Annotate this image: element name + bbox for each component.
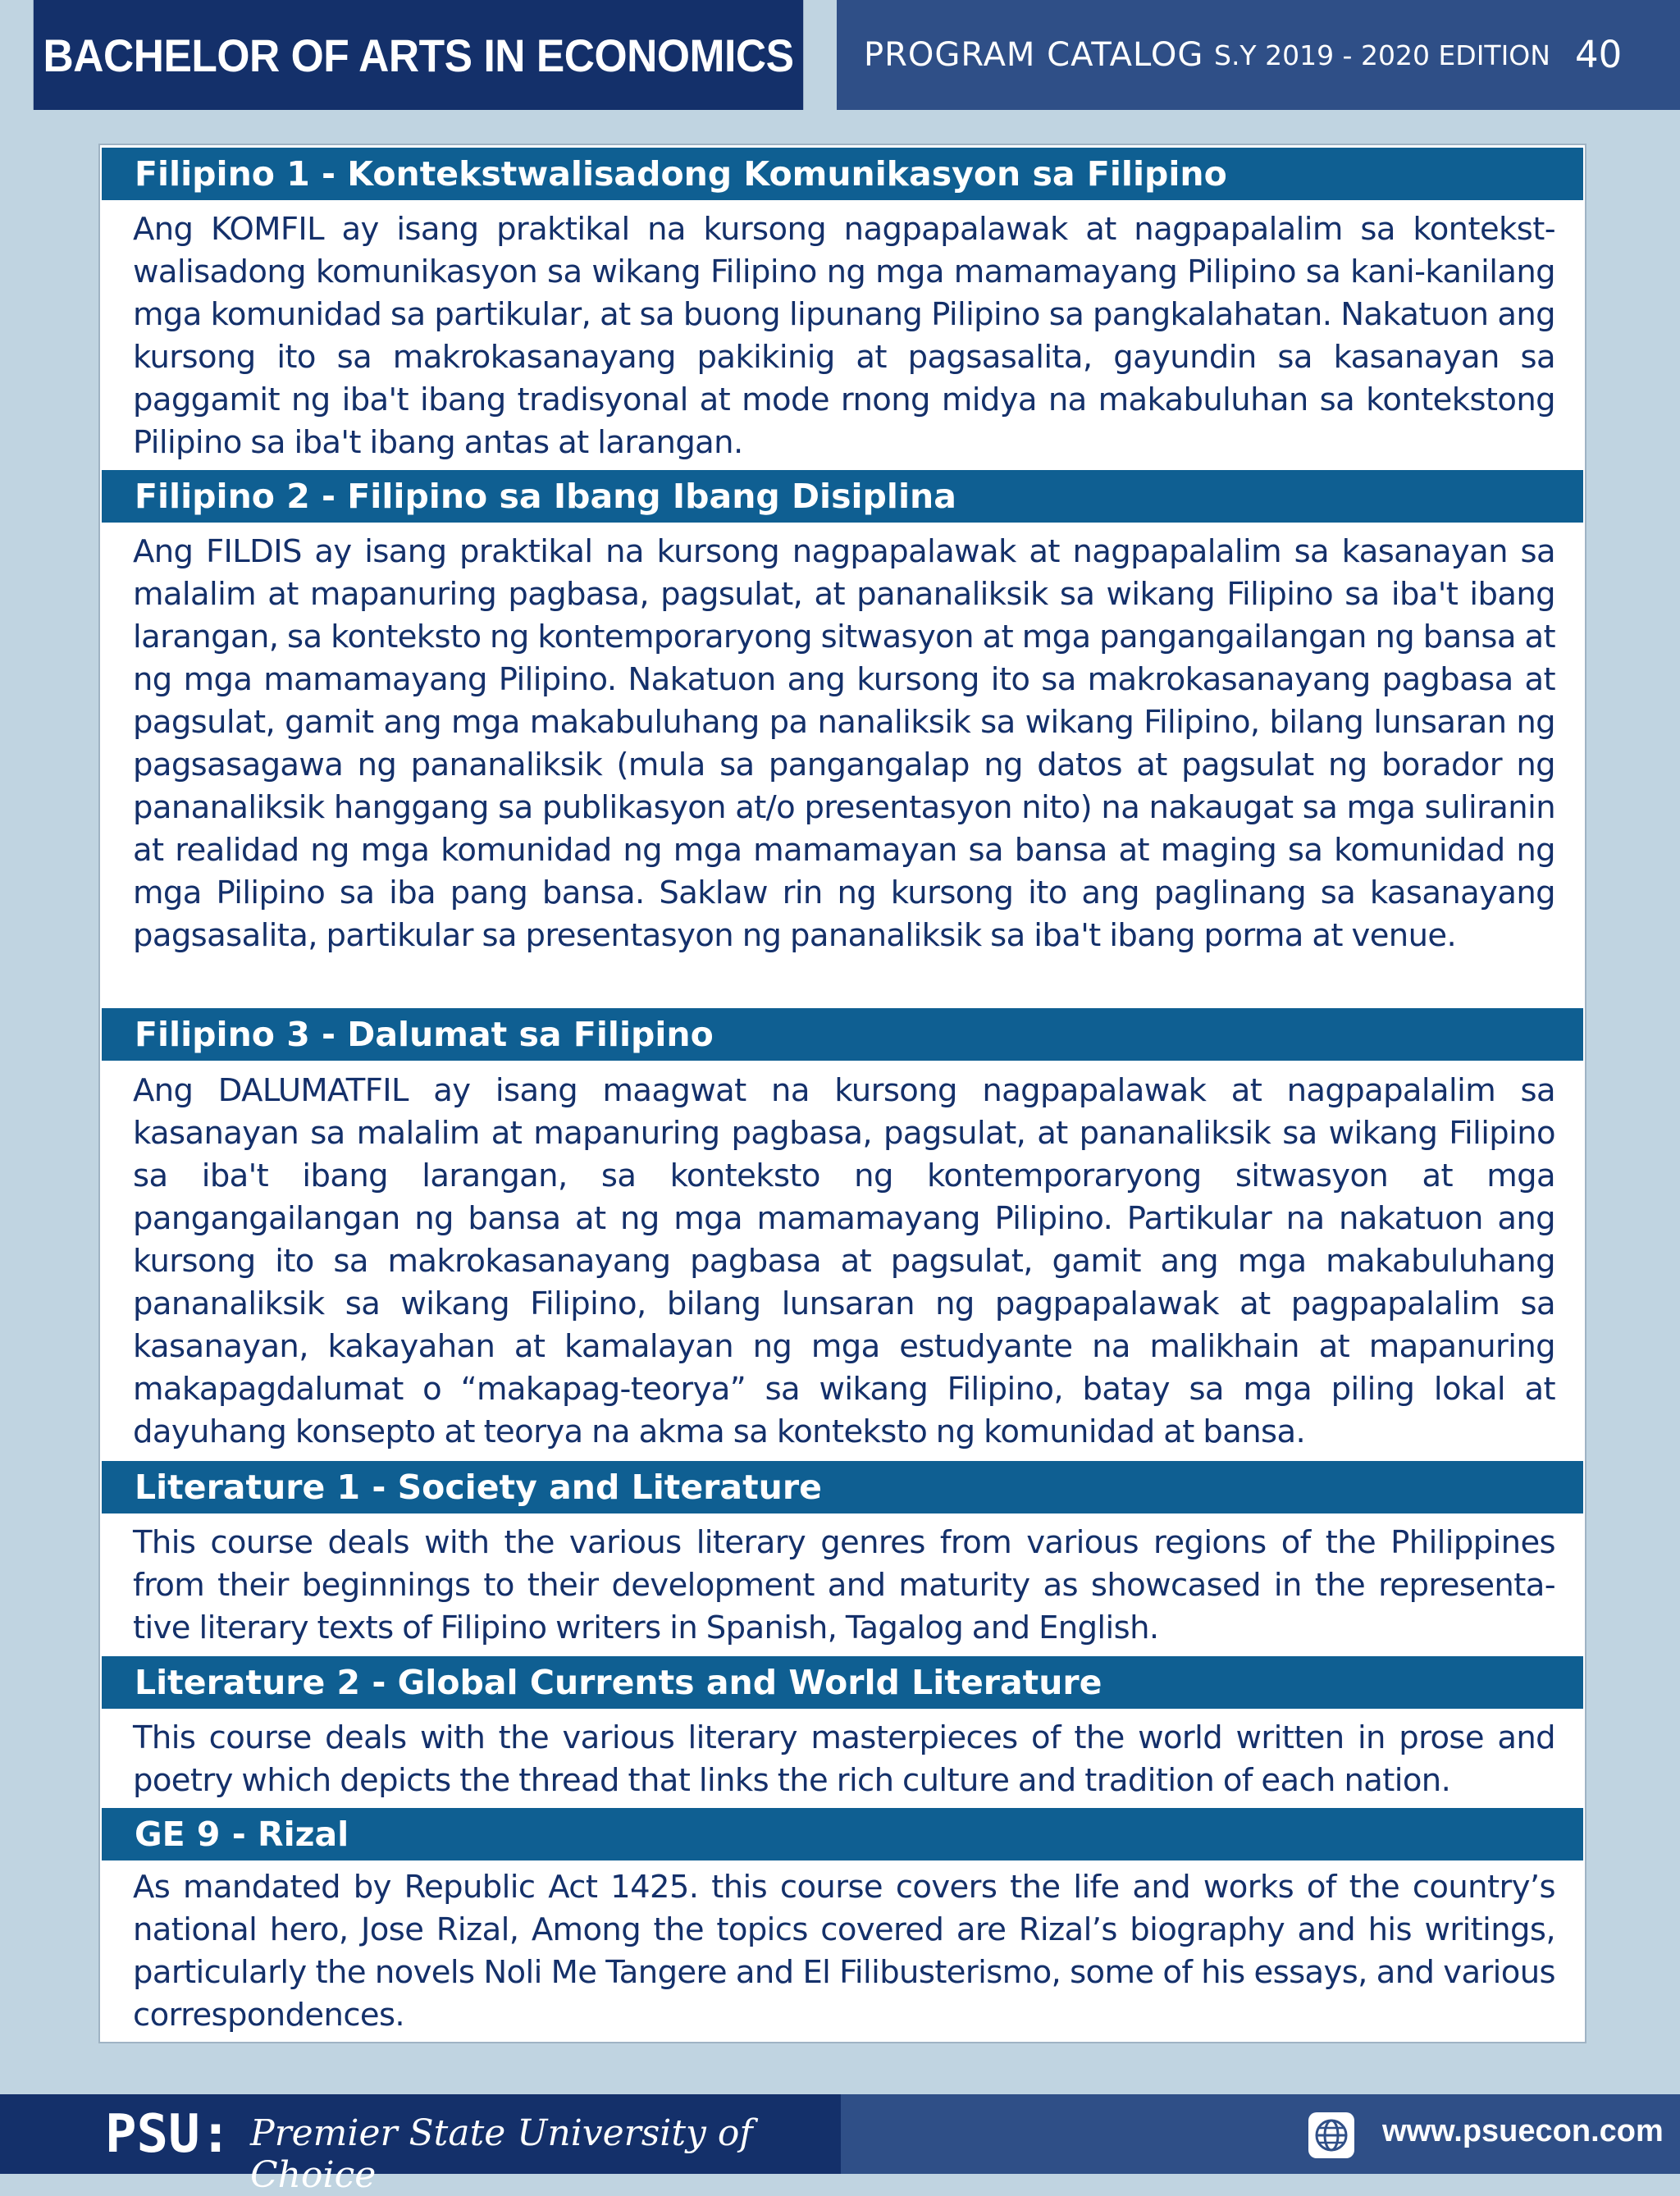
page-footer bbox=[0, 2094, 1680, 2196]
course-description: Ang DALUMATFIL ay isang maagwat na kursong nagpapalawak at nagpapalalim sa kasanayan sa malalim at mapanuring pagbasa, pagsulat, at pananaliksik sa wikang Filipino sa iba't ibang larangan, sa konteksto ng kontemporaryong sitwasyon at mga pangangailangan ng bansa at ng mga mamamayang Pilipino. Partikular na nakatuon ang kursong ito sa makrokasanayang pagbasa at pagsulat, gamit ang mga makabuluhang pananaliksik sa wikang Filipino, bilang lunsaran ng pagpapalawak at pagpapalalim sa kasanayan, kakayahan at kamalayan ng mga estudyante na malikhain at mapanuring makapagdalumat o “makapag-teorya” sa wikang Filipino, batay sa mga piling lokal at dayuhang konsepto at teorya na akma sa konteksto ng komunidad at bansa. bbox=[133, 1072, 1555, 1450]
course-description: As mandated by Republic Act 1425. this course covers the life and works of the country’s national hero, Jose Rizal, Among the topics covered are Rizal’s biography and his writings, particularly the novels Noli Me Tangere and El Filibusterismo, some of his essays, and various correspondences. bbox=[133, 1869, 1555, 2034]
course-title: Literature 2 - Global Currents and World Literature bbox=[102, 1656, 1583, 1709]
catalog-banner bbox=[837, 0, 1680, 110]
program-title: BACHELOR OF ARTS IN ECONOMICS bbox=[34, 0, 803, 110]
course-title: Filipino 2 - Filipino sa Ibang Ibang Disiplina bbox=[102, 470, 1583, 523]
course-description: This course deals with the various literary genres from various regions of the Philippines from their beginnings to their development and maturity as showcased in the representa-tive literary texts of Filipino writers in Spanish, Tagalog and English. bbox=[133, 1524, 1555, 1646]
page-number: 40 bbox=[1575, 33, 1623, 76]
course-title: Literature 1 - Society and Literature bbox=[102, 1461, 1583, 1513]
psu-logo: PSU: bbox=[105, 2104, 232, 2165]
course-description: Ang KOMFIL ay isang praktikal na kursong nagpapalawak at nagpapalalim sa kontekst-walisadong komunikasyon sa wikang Filipino ng mga mamamayang Pilipino sa kani-kanilang mga komunidad sa partikular, at sa buong lipunang Pilipino sa pangkalahatan. Nakatuon ang kursong ito sa makrokasanayang pakikinig at pagsasalita, gayundin sa kasanayan sa paggamit ng iba't ibang tradisyonal at mode rnong midya na makabuluhan sa kontekstong Pilipino sa iba't ibang antas at larangan. bbox=[133, 211, 1555, 461]
globe-icon bbox=[1308, 2112, 1354, 2158]
course-title: Filipino 1 - Kontekstwalisadong Komunikasyon sa Filipino bbox=[102, 148, 1583, 200]
course-description: Ang FILDIS ay isang praktikal na kursong nagpapalawak at nagpapalalim sa kasanayan sa malalim at mapanuring pagbasa, pagsulat, at pananaliksik sa wikang Filipino sa iba't ibang larangan, sa konteksto ng kontemporaryong sitwasyon at mga pangangailangan ng bansa at ng mga mamamayang Pilipino. Nakatuon ang kursong ito sa makrokasanayang pagbasa at pagsulat, gamit ang mga makabuluhang pa nanaliksik sa wikang Filipino, bilang lunsaran ng pagsasagawa ng pananaliksik (mula sa pangangalap ng datos at pagsulat ng borador ng pananaliksik hanggang sa publikasyon at/o presentasyon nito) na nakaugat sa mga suliranin at realidad ng mga komunidad ng mga mamamayan sa bansa at maging sa komunidad ng mga Pilipino sa iba pang bansa. Saklaw rin ng kursong ito ang paglinang sa kasanayang pagsasalita, partikular sa presentasyon ng pananaliksik sa iba't ibang porma at venue. bbox=[133, 533, 1555, 954]
page-header bbox=[0, 0, 1680, 110]
footer-brand bbox=[0, 2094, 841, 2196]
website-link[interactable]: www.psuecon.com bbox=[1382, 2114, 1664, 2148]
course-title: Filipino 3 - Dalumat sa Filipino bbox=[102, 1008, 1583, 1061]
course-description: This course deals with the various literary masterpieces of the world written in prose and poetry which depicts the thread that links the rich culture and tradition of each nation. bbox=[133, 1719, 1555, 1799]
catalog-label: PROGRAM CATALOG bbox=[864, 36, 1204, 74]
footer-tagline: Premier State University of Choice bbox=[250, 2112, 753, 2196]
course-card bbox=[98, 144, 1586, 2043]
footer-contact bbox=[841, 2094, 1680, 2174]
edition-label: S.Y 2019 - 2020 EDITION bbox=[1214, 39, 1550, 71]
course-title: GE 9 - Rizal bbox=[102, 1808, 1583, 1860]
